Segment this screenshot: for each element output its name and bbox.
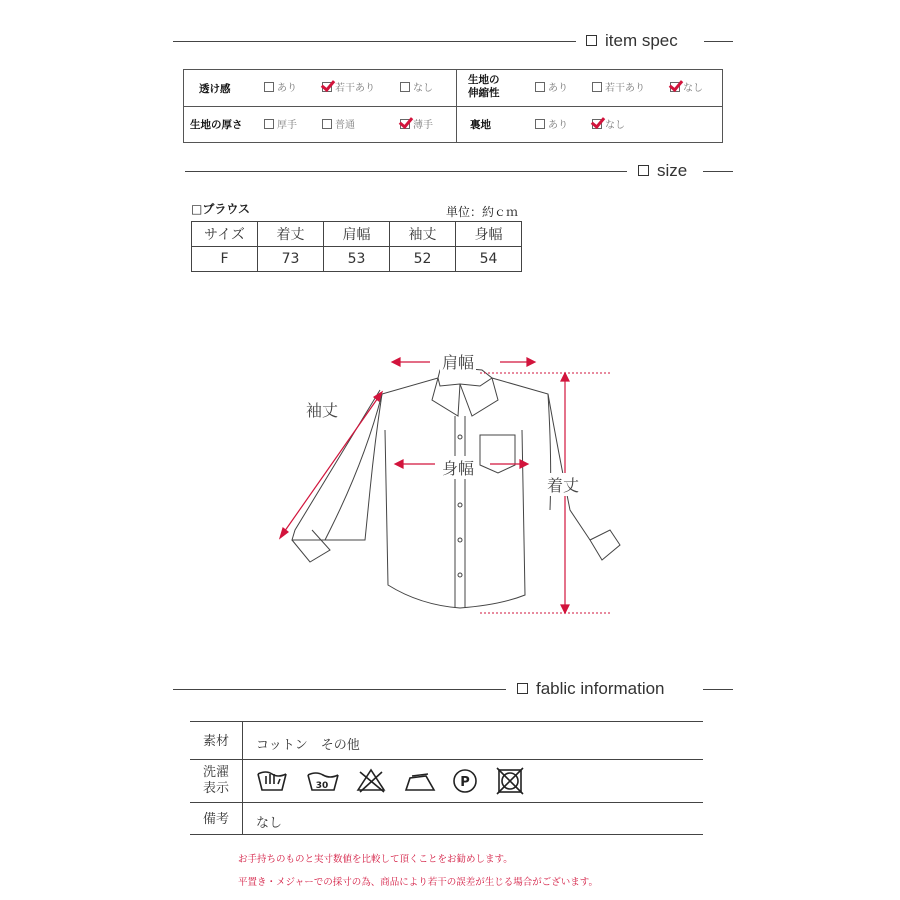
size-table-caption: □ブラウス bbox=[191, 202, 250, 216]
checkbox-checked-icon bbox=[670, 82, 680, 92]
material-label: 素材 bbox=[202, 734, 229, 749]
arrow-head bbox=[395, 460, 403, 468]
divider bbox=[703, 171, 733, 172]
divider bbox=[173, 689, 506, 690]
shirt-button bbox=[458, 503, 462, 507]
spec-label-stretch: 伸縮性 bbox=[468, 87, 500, 99]
arrow-head bbox=[561, 605, 569, 613]
spec-option: 若干あり bbox=[592, 82, 645, 95]
table-cell: 53 bbox=[324, 247, 390, 272]
no-tumble-dry-icon bbox=[497, 768, 523, 794]
spec-option: 厚手 bbox=[264, 119, 297, 132]
shirt-placket bbox=[455, 416, 465, 608]
checkbox-checked-icon bbox=[400, 119, 410, 129]
shirt-pocket bbox=[480, 435, 515, 473]
checkbox-icon bbox=[264, 82, 274, 92]
wash-30-text: 30 bbox=[315, 781, 329, 791]
wash-label: 表示 bbox=[202, 781, 229, 796]
remarks-value: なし bbox=[256, 816, 283, 831]
spec-label-lining: 裏地 bbox=[470, 119, 491, 131]
arrow-head bbox=[561, 373, 569, 381]
table-row bbox=[190, 802, 703, 835]
section-title: size bbox=[638, 161, 687, 181]
shirt-collar-right bbox=[460, 378, 498, 416]
sleeve-label: 袖丈 bbox=[304, 398, 340, 421]
table-header-cell: 袖丈 bbox=[390, 222, 456, 247]
square-icon bbox=[586, 35, 597, 46]
table-header-cell: 着丈 bbox=[258, 222, 324, 247]
arrow-head bbox=[392, 358, 400, 366]
spec-table bbox=[183, 69, 723, 143]
checkbox-icon bbox=[400, 82, 410, 92]
table-header-cell: 肩幅 bbox=[324, 222, 390, 247]
table-cell: 73 bbox=[258, 247, 324, 272]
square-icon bbox=[517, 683, 528, 694]
spec-option: あり bbox=[535, 119, 568, 132]
spec-option: 普通 bbox=[322, 119, 355, 132]
square-icon bbox=[638, 165, 649, 176]
spec-option: 薄手 bbox=[400, 119, 433, 132]
wash-icons bbox=[256, 766, 546, 796]
section-header-item-spec bbox=[173, 31, 733, 51]
spec-option: あり bbox=[264, 82, 297, 95]
dry-clean-text: P bbox=[460, 775, 470, 790]
arrow-head bbox=[280, 528, 288, 538]
checkbox-checked-icon bbox=[592, 119, 602, 129]
section-title: item spec bbox=[586, 31, 678, 51]
checkbox-icon bbox=[322, 119, 332, 129]
note-line: お手持ちのものと実寸数値を比較して頂くことをお勧めします。 bbox=[238, 854, 513, 865]
section-header-size bbox=[185, 161, 733, 181]
shirt-button bbox=[458, 573, 462, 577]
material-value: コットン その他 bbox=[256, 738, 360, 753]
section-header-fabric bbox=[173, 679, 733, 699]
divider bbox=[173, 41, 576, 42]
iron-icon bbox=[406, 774, 434, 790]
body-width-label: 身幅 bbox=[440, 456, 476, 479]
note-line: 平置き・メジャーでの採寸の為、商品により若干の誤差が生じる場合がございます。 bbox=[238, 877, 599, 888]
shirt-collar-left bbox=[432, 378, 460, 416]
wash-label: 洗濯 bbox=[202, 765, 229, 780]
size-table bbox=[191, 221, 522, 272]
spec-option: なし bbox=[400, 82, 433, 95]
shirt-right-shoulder bbox=[492, 378, 590, 540]
checkbox-checked-icon bbox=[322, 82, 332, 92]
checkbox-icon bbox=[264, 119, 274, 129]
table-header-row bbox=[192, 222, 522, 247]
shirt-button bbox=[458, 435, 462, 439]
shirt-button bbox=[458, 538, 462, 542]
table-cell: 54 bbox=[456, 247, 522, 272]
section-title: fablic information bbox=[517, 679, 665, 699]
spec-option: 若干あり bbox=[322, 82, 375, 95]
spec-option: なし bbox=[592, 119, 625, 132]
hand-wash-icon bbox=[258, 772, 286, 790]
table-cell: 52 bbox=[390, 247, 456, 272]
shirt-left-cuff bbox=[292, 530, 330, 562]
spec-option: あり bbox=[535, 82, 568, 95]
checkbox-icon bbox=[535, 82, 545, 92]
length-label: 着丈 bbox=[545, 473, 581, 496]
spec-option: なし bbox=[670, 82, 703, 95]
checkbox-icon bbox=[535, 119, 545, 129]
table-row bbox=[192, 247, 522, 272]
divider bbox=[703, 689, 733, 690]
divider bbox=[185, 171, 627, 172]
size-table-unit: 単位：約ｃｍ bbox=[446, 205, 519, 219]
shirt-right-cuff bbox=[590, 530, 620, 560]
checkbox-icon bbox=[592, 82, 602, 92]
table-header-cell: 身幅 bbox=[456, 222, 522, 247]
table-row bbox=[190, 759, 703, 802]
table-row bbox=[190, 721, 703, 759]
no-bleach-icon bbox=[358, 770, 384, 792]
arrow-head bbox=[520, 460, 528, 468]
arrow-head bbox=[527, 358, 535, 366]
divider bbox=[704, 41, 733, 42]
spec-label-transparency: 透け感 bbox=[199, 83, 231, 95]
table-cell: F bbox=[192, 247, 258, 272]
spec-label-thickness: 生地の厚さ bbox=[190, 119, 243, 131]
spec-label-stretch: 生地の bbox=[468, 74, 500, 86]
table-header-cell: サイズ bbox=[192, 222, 258, 247]
shoulder-label: 肩幅 bbox=[440, 350, 476, 373]
remarks-label: 備考 bbox=[202, 812, 229, 827]
